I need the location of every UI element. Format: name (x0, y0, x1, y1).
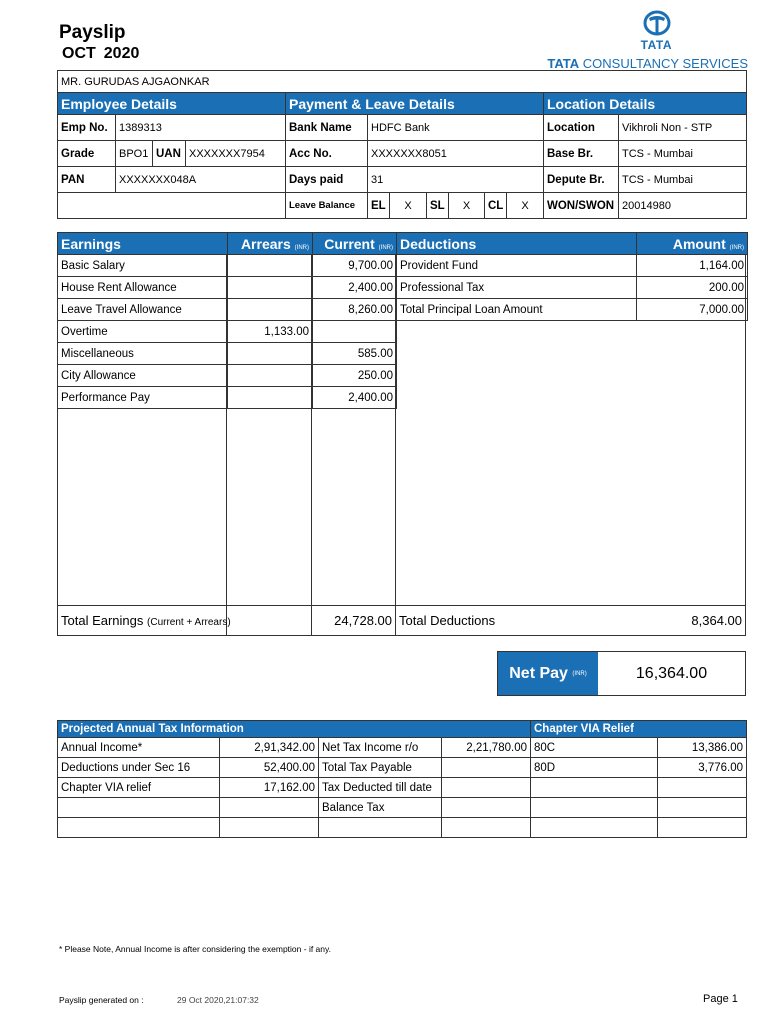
acc-no-label: Acc No. (286, 141, 368, 167)
deduction-amount: 1,164.00 (637, 255, 748, 277)
company-name (547, 56, 748, 71)
earning-name: City Allowance (58, 365, 228, 387)
tax-value: 2,91,342.00 (220, 738, 319, 758)
tax-value (442, 818, 531, 838)
earning-arrears (228, 255, 313, 277)
arrears-heading (228, 233, 313, 255)
uan-label: UAN (153, 141, 186, 167)
arrears-currency: (INR) (294, 244, 309, 251)
tax-row (58, 818, 747, 838)
earning-arrears (228, 277, 313, 299)
deduction-name: Professional Tax (397, 277, 637, 299)
total-earnings-value: 24,728.00 (334, 613, 392, 628)
relief-label: 80D (531, 758, 658, 778)
cl-value: X (507, 193, 544, 219)
base-branch-label: Base Br. (544, 141, 619, 167)
pan-label: PAN (58, 167, 116, 193)
sl-value: X (449, 193, 485, 219)
employee-details-table (57, 70, 747, 219)
earning-current: 9,700.00 (313, 255, 397, 277)
employee-name: MR. GURUDAS AJGAONKAR (58, 71, 747, 93)
company-name-rest: CONSULTANCY SERVICES (582, 56, 748, 71)
tax-value: 52,400.00 (220, 758, 319, 778)
tax-label (58, 818, 220, 838)
tax-value: 17,162.00 (220, 778, 319, 798)
page-number: Page 1 (703, 993, 738, 1005)
deductions-heading: Deductions (397, 233, 637, 255)
tax-value (442, 798, 531, 818)
arrears-heading-text: Arrears (240, 235, 291, 252)
relief-label (531, 818, 658, 838)
total-earnings-label (61, 613, 231, 628)
earning-current (313, 321, 397, 343)
pay-period (62, 45, 147, 63)
earning-arrears (228, 387, 313, 409)
tax-information-table (57, 720, 747, 838)
section-payment-leave: Payment & Leave Details (286, 93, 544, 115)
earning-current: 585.00 (313, 343, 397, 365)
relief-label (531, 798, 658, 818)
deduction-amount: 7,000.00 (637, 299, 748, 321)
tax-value (442, 758, 531, 778)
tax-row (58, 798, 747, 818)
amount-currency: (INR) (729, 244, 744, 251)
tax-label: Annual Income* (58, 738, 220, 758)
relief-value: 3,776.00 (658, 758, 747, 778)
tax-label (319, 818, 442, 838)
relief-value (658, 798, 747, 818)
deduction-amount: 200.00 (637, 277, 748, 299)
net-pay-box (497, 651, 746, 696)
tax-label: Chapter VIA relief (58, 778, 220, 798)
days-paid-label: Days paid (286, 167, 368, 193)
relief-label: 80C (531, 738, 658, 758)
relief-value: 13,386.00 (658, 738, 747, 758)
grade-value: BPO1 (116, 141, 153, 167)
earning-name: Basic Salary (58, 255, 228, 277)
earnings-table (57, 232, 397, 409)
earnings-row (58, 365, 397, 387)
generated-date: 29 Oct 2020,21:07:32 (177, 995, 259, 1005)
tata-logo-icon (642, 10, 672, 38)
depute-branch-label: Depute Br. (544, 167, 619, 193)
deductions-row (397, 299, 748, 321)
tax-label: Net Tax Income r/o (319, 738, 442, 758)
page-title: Payslip (59, 22, 126, 43)
earning-name: Miscellaneous (58, 343, 228, 365)
earnings-deductions-panel (57, 232, 746, 636)
logo-wordmark: TATA (640, 38, 672, 52)
total-deductions-value: 8,364.00 (691, 613, 742, 628)
earning-arrears (228, 343, 313, 365)
won-value: 20014980 (619, 193, 747, 219)
tax-value (220, 818, 319, 838)
earnings-heading: Earnings (58, 233, 228, 255)
base-branch-value: TCS - Mumbai (619, 141, 747, 167)
won-label: WON/SWON (544, 193, 619, 219)
depute-branch-value: TCS - Mumbai (619, 167, 747, 193)
empty-cell (58, 193, 286, 219)
amount-heading-text: Amount (672, 235, 726, 252)
deductions-row (397, 255, 748, 277)
net-pay-currency: (INR) (572, 670, 587, 677)
tax-value (442, 778, 531, 798)
pan-value: XXXXXXX048A (116, 167, 286, 193)
pay-year: 2020 (103, 45, 140, 62)
projected-tax-heading: Projected Annual Tax Information (58, 721, 531, 738)
deductions-table (396, 232, 748, 321)
earning-arrears (228, 299, 313, 321)
earning-arrears: 1,133.00 (228, 321, 313, 343)
tax-row (58, 778, 747, 798)
totals-divider (58, 605, 745, 606)
total-earnings-text: Total Earnings (61, 613, 144, 628)
bank-name-value: HDFC Bank (368, 115, 544, 141)
relief-label (531, 778, 658, 798)
total-deductions-label: Total Deductions (399, 613, 496, 628)
earning-arrears (228, 365, 313, 387)
generated-label: Payslip generated on : (59, 995, 144, 1005)
days-paid-value: 31 (368, 167, 544, 193)
acc-no-value: XXXXXXX8051 (368, 141, 544, 167)
tax-label: Balance Tax (319, 798, 442, 818)
earning-current: 2,400.00 (313, 387, 397, 409)
cl-label: CL (485, 193, 507, 219)
grade-label: Grade (58, 141, 116, 167)
earning-current: 250.00 (313, 365, 397, 387)
tax-value: 2,21,780.00 (442, 738, 531, 758)
tax-label: Tax Deducted till date (319, 778, 442, 798)
net-pay-value: 16,364.00 (635, 664, 708, 682)
section-employee-details: Employee Details (58, 93, 286, 115)
tax-label: Total Tax Payable (319, 758, 442, 778)
tax-value (220, 798, 319, 818)
uan-value: XXXXXXX7954 (186, 141, 286, 167)
deductions-row (397, 277, 748, 299)
tax-label: Deductions under Sec 16 (58, 758, 220, 778)
relief-value (658, 818, 747, 838)
earnings-row (58, 277, 397, 299)
earnings-row (58, 299, 397, 321)
chapter-via-heading: Chapter VIA Relief (531, 721, 747, 738)
earnings-row (58, 343, 397, 365)
amount-heading (637, 233, 748, 255)
sl-label: SL (427, 193, 449, 219)
deduction-name: Total Principal Loan Amount (397, 299, 637, 321)
emp-no-label: Emp No. (58, 115, 116, 141)
earning-name: Overtime (58, 321, 228, 343)
current-heading-text: Current (324, 235, 375, 252)
leave-balance-label: Leave Balance (286, 193, 368, 219)
net-pay-label (498, 652, 598, 695)
annual-income-note: * Please Note, Annual Income is after considering the exemption - if any. (59, 944, 331, 954)
company-name-bold: TATA (547, 56, 580, 71)
earning-name: Leave Travel Allowance (58, 299, 228, 321)
el-value: X (390, 193, 427, 219)
earning-name: House Rent Allowance (58, 277, 228, 299)
current-heading (313, 233, 397, 255)
location-label: Location (544, 115, 619, 141)
earning-name: Performance Pay (58, 387, 228, 409)
current-currency: (INR) (378, 244, 393, 251)
tax-row (58, 738, 747, 758)
earning-current: 2,400.00 (313, 277, 397, 299)
earnings-row (58, 387, 397, 409)
section-location: Location Details (544, 93, 747, 115)
el-label: EL (368, 193, 390, 219)
earning-current: 8,260.00 (313, 299, 397, 321)
deduction-name: Provident Fund (397, 255, 637, 277)
emp-no-value: 1389313 (116, 115, 286, 141)
bank-name-label: Bank Name (286, 115, 368, 141)
earnings-row (58, 255, 397, 277)
pay-month: OCT (62, 45, 96, 62)
location-value: Vikhroli Non - STP (619, 115, 747, 141)
tax-row (58, 758, 747, 778)
net-pay-label-text: Net Pay (509, 664, 568, 682)
tax-label (58, 798, 220, 818)
relief-value (658, 778, 747, 798)
earnings-row (58, 321, 397, 343)
total-earnings-note: (Current + Arrears) (147, 617, 231, 628)
